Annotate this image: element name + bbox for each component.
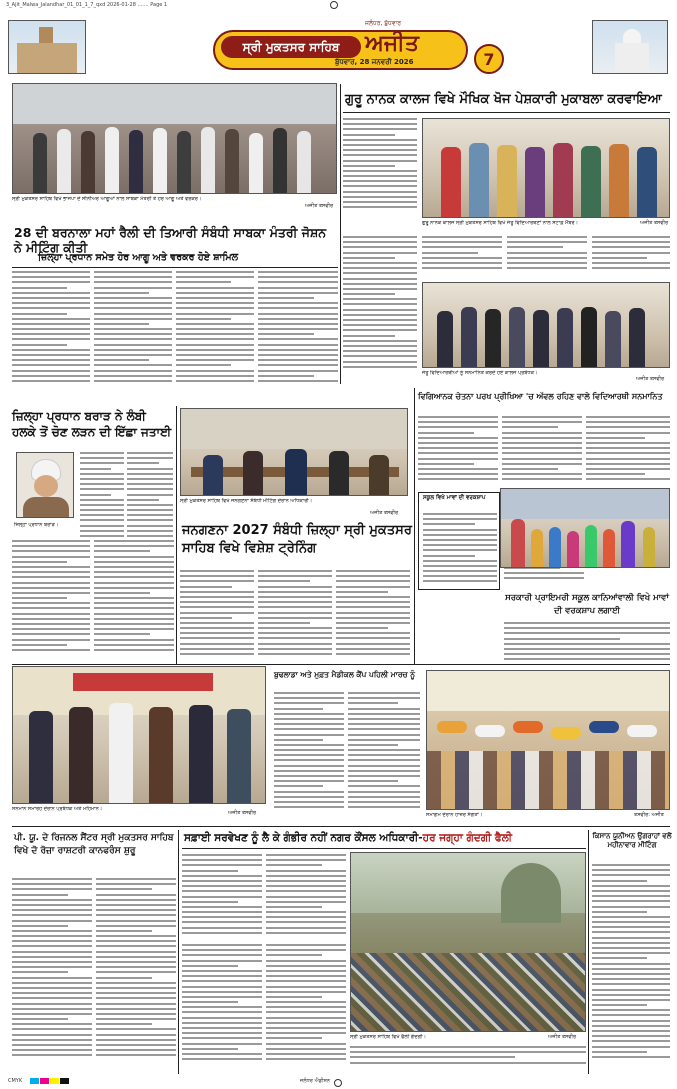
body-column [258, 570, 332, 662]
group-photo [12, 83, 337, 194]
census-photo-caption: ਸ੍ਰੀ ਮੁਕਤਸਰ ਸਾਹਿਬ ਵਿਖੇ ਜਨਗਣਨਾ ਸੰਬੰਧੀ ਮੀਟਿੰਗ ਦੌਰਾਨ ਅਧਿਕਾਰੀ। [180, 498, 313, 504]
census-meeting-photo [180, 408, 408, 496]
masthead-photo-right [592, 20, 668, 74]
body-column [12, 878, 92, 1072]
subhead-rally-meeting: ਜ਼ਿਲ੍ਹਾ ਪ੍ਰਧਾਨ ਸਮੇਤ ਹੋਰ ਆਗੂ ਅਤੇ ਵਰਕਰ ਹੋਏ ਸ਼ਾਮਿਲ [38, 252, 239, 263]
body-column [12, 271, 90, 401]
garbage-photo [350, 852, 586, 1032]
congregation-photo [426, 670, 670, 810]
president-portrait [16, 452, 74, 518]
body-column [182, 944, 262, 1072]
body-column [586, 416, 670, 486]
body-column [592, 864, 670, 1072]
body-column [94, 271, 172, 401]
page-number: 7 [474, 44, 504, 74]
body-column [80, 452, 124, 542]
body-column [182, 854, 262, 938]
photo-credit: ਤਸਵੀਰ: ਅਜੀਤ [634, 812, 664, 818]
school-children-photo [500, 488, 670, 568]
seminar-photo [12, 666, 266, 804]
edition-label: ਜਲੰਧਰ ਐਡੀਸ਼ਨ [300, 1078, 330, 1084]
masthead [8, 14, 669, 74]
issue-date: ਬੁੱਧਵਾਰ, 28 ਜਨਵਰੀ 2026 [335, 58, 414, 66]
students-honour-photo [422, 282, 670, 368]
cmyk-label: CMYK [8, 1078, 23, 1084]
station-name: ਸ੍ਰੀ ਮੁਕਤਸਰ ਸਾਹਿਬ [221, 36, 361, 58]
college-award-photo [422, 118, 670, 218]
color-swatches [30, 1078, 70, 1086]
photo-credit: ਅਜੀਤ ਤਸਵੀਰ [370, 510, 399, 516]
body-column [274, 692, 344, 816]
body-column [266, 854, 346, 938]
body-column [180, 570, 254, 662]
body-column [348, 692, 420, 816]
group-photo-caption: ਸ੍ਰੀ ਮੁਕਤਸਰ ਸਾਹਿਬ ਵਿਖੇ ਭਾਜਪਾ ਦੇ ਸੀਨੀਅਰ ਆਗੂਆਂ ਨਾਲ ਸਾਬਕਾ ਮੰਤਰੀ ਤੇ ਹੋਰ ਆਗੂ ਅਤੇ ਵਰਕਰ। [12, 196, 202, 202]
headline-medical-camp: ਬੁਢਲਾਡਾ ਅਤੇ ਮੁਫ਼ਤ ਮੈਡੀਕਲ ਕੈਂਪ ਪਹਿਲੀ ਮਾਰਚ ਨੂੰ [274, 670, 416, 679]
masthead-tagline: ਜਲੰਧਰ, ਬੁੱਧਵਾਰ [365, 20, 402, 27]
headline-cleanliness-survey [184, 832, 584, 845]
body-column [502, 416, 582, 486]
seminar-photo-caption: ਸਨਮਾਨ ਸਮਾਰੋਹ ਦੌਰਾਨ ਪ੍ਰਬੰਧਕ ਅਤੇ ਮਹਿਮਾਨ। [12, 806, 103, 812]
body-column [504, 622, 670, 668]
body-column [343, 118, 417, 228]
photo-credit: ਅਜੀਤ ਤਸਵੀਰ [228, 810, 257, 816]
masthead-photo-left [8, 20, 86, 74]
body-column [176, 271, 254, 401]
headline-school-workshop: ਸਰਕਾਰੀ ਪ੍ਰਾਇਮਰੀ ਸਕੂਲ ਕਾਨਿਆਂਵਾਲੀ ਵਿਖੇ ਮਾਵਾਂ ਦੀ ਵਰਕਸ਼ਾਪ ਲਗਾਈ [505, 593, 669, 616]
photo-credit: ਅਜੀਤ ਤਸਵੀਰ [640, 220, 669, 226]
body-column [336, 570, 410, 662]
print-slug: 3_Ajit_Malwa_Jalandhar_01_01_1_7_qxd 2026-01-28 ....... Page 1 [6, 2, 168, 8]
sidebar-box [418, 492, 500, 590]
headline-pu-conference: ਪੀ. ਯੂ. ਦੇ ਰਿਜਨਲ ਸੈਂਟਰ ਸ੍ਰੀ ਮੁਕਤਸਰ ਸਾਹਿਬ ਵਿਖੇ ਦੋ ਰੋਜ਼ਾ ਰਾਸ਼ਟਰੀ ਕਾਨਫਰੰਸ ਸ਼ੁਰੂ [14, 833, 174, 856]
headline-science-exam: ਵਿਗਿਆਨਕ ਚੇਤਨਾ ਪਰਖ ਪ੍ਰੀਖਿਆ 'ਚ ਅੱਵਲ ਰਹਿਣ ਵਾਲੇ ਵਿਦਿਆਰਥੀ ਸਨਮਾਨਿਤ [418, 392, 663, 401]
masthead-banner [213, 20, 468, 70]
registration-mark-icon [330, 1, 338, 9]
students-photo-caption: ਜੇਤੂ ਵਿਦਿਆਰਥੀਆਂ ਨੂੰ ਸਨਮਾਨਿਤ ਕਰਦੇ ਹੋਏ ਕਾਲਜ ਪ੍ਰਬੰਧਕ। [422, 370, 538, 376]
body-column [507, 236, 587, 276]
garbage-photo-caption: ਸ੍ਰੀ ਮੁਕਤਸਰ ਸਾਹਿਬ ਵਿਖੇ ਫੈਲੀ ਗੰਦਗੀ। [350, 1034, 426, 1040]
headline-rally-meeting: 28 ਦੀ ਬਰਨਾਲਾ ਮਹਾਂ ਰੈਲੀ ਦੀ ਤਿਆਰੀ ਸੰਬੰਧੀ ਸਾਬਕਾ ਮੰਤਰੀ ਜੋਸ਼ਨ ਨੇ ਮੀਟਿੰਗ ਕੀਤੀ [14, 225, 327, 255]
body-column [422, 236, 502, 276]
ajit-logo: ਅਜੀਤ [365, 30, 419, 56]
body-column [12, 540, 90, 660]
body-column [592, 236, 670, 276]
headline-guru-nanak-college: ਗੁਰੂ ਨਾਨਕ ਕਾਲਜ ਵਿਖੇ ਮੌਖਿਕ ਖੋਜ ਪੇਸ਼ਕਾਰੀ ਮੁਕਾਬਲਾ ਕਰਵਾਇਆ [345, 92, 662, 107]
college-photo-caption: ਗੁਰੂ ਨਾਨਕ ਕਾਲਜ ਸ੍ਰੀ ਮੁਕਤਸਰ ਸਾਹਿਬ ਵਿਖੇ ਜੇਤੂ ਵਿਦਿਆਰਥਣਾਂ ਨਾਲ ਸਟਾਫ਼ ਮੈਂਬਰ। [422, 220, 578, 226]
body-column [266, 944, 346, 1072]
body-column [418, 416, 498, 486]
photo-credit: ਅਜੀਤ ਤਸਵੀਰ [548, 1034, 577, 1040]
body-column [350, 1046, 586, 1072]
registration-mark-icon [334, 1079, 342, 1087]
congregation-caption: ਸਮਾਗਮ ਦੌਰਾਨ ਹਾਜ਼ਰ ਸੰਗਤਾਂ। [426, 812, 483, 818]
headline-farmers-union: ਕਿਸਾਨ ਯੂਨੀਅਨ ਉਗਰਾਹਾਂ ਵਲੋਂ ਮਹੀਨਾਵਾਰ ਮੀਟਿੰਗ [592, 832, 672, 849]
headline-red-part: ਹਰ ਜਗ੍ਹਾ ਗੰਦਗੀ ਫੈਲੀ [422, 832, 513, 844]
body-column [127, 452, 173, 542]
print-footer [0, 1076, 677, 1089]
headline-census-training: ਜਨਗਣਨਾ 2027 ਸੰਬੰਧੀ ਜ਼ਿਲ੍ਹਾ ਸ੍ਰੀ ਮੁਕਤਸਰ ਸਾਹਿਬ ਵਿਖੇ ਵਿਸ਼ੇਸ਼ ਟ੍ਰੇਨਿੰਗ [182, 523, 412, 556]
body-column [96, 878, 176, 1072]
sidebar-box-headline: ਸਕੂਲ ਵਿਖੇ ਮਾਵਾਂ ਦੀ ਵਰਕਸ਼ਾਪ [423, 495, 486, 501]
body-column [258, 271, 338, 401]
headline-district-president: ਜ਼ਿਲ੍ਹਾ ਪ੍ਰਧਾਨ ਬਰਾੜ ਨੇ ਲੰਬੀ ਹਲਕੇ ਤੋਂ ਚੋਣ ਲੜਨ ਦੀ ਇੱਛਾ ਜਤਾਈ [12, 409, 172, 439]
body-column [343, 236, 417, 386]
portrait-caption: ਜ਼ਿਲ੍ਹਾ ਪ੍ਰਧਾਨ ਬਰਾੜ। [14, 522, 59, 528]
photo-credit: ਅਜੀਤ ਤਸਵੀਰ [636, 376, 665, 382]
body-column [94, 540, 174, 660]
headline-black-part: ਸਫ਼ਾਈ ਸਰਵੇਖਣ ਨੂੰ ਲੈ ਕੇ ਗੰਭੀਰ ਨਹੀਂ ਨਗਰ ਕੌਂਸਲ ਅਧਿਕਾਰੀ- [184, 832, 423, 844]
photo-credit: ਅਜੀਤ ਤਸਵੀਰ [305, 203, 334, 209]
